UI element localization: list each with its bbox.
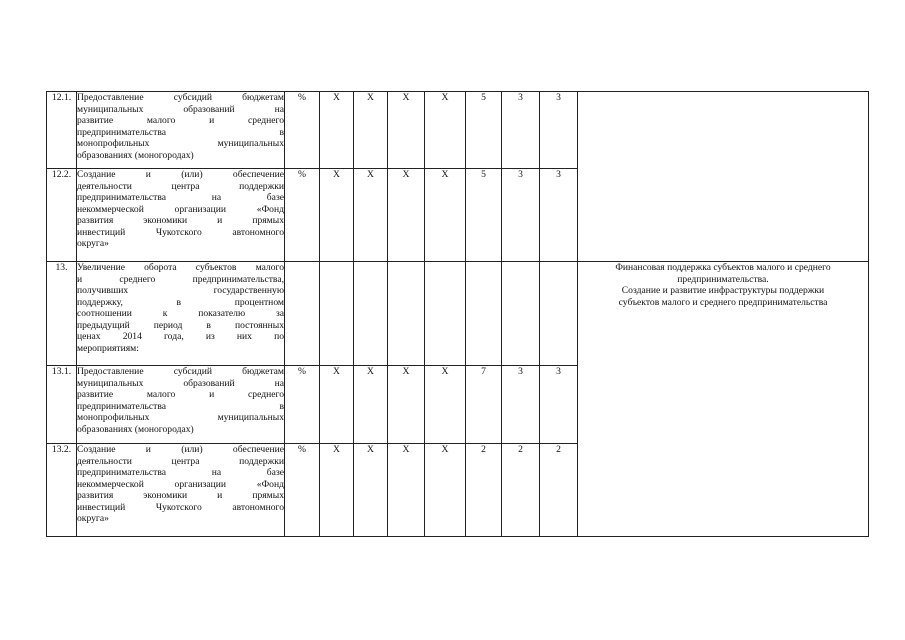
row-description: Увеличение оборота субъектов малого и среднего предпринимательства, получивших государственную поддержку, в процентном соотношении к показателю за предыдущий период в постоянных ценах 2014 года, из них по мероприятиям: [77, 262, 285, 366]
value-cell: 2 [502, 444, 540, 537]
unit-cell: % [285, 366, 320, 444]
measures-cell-empty [578, 92, 869, 262]
row-description: Создание и (или) обеспечение деятельности центра поддержки предпринимательства на базе некоммерческой организации «Фонд развития экономики и прямых инвестиций Чукотского автономного округа» [77, 169, 285, 262]
value-cell: 3 [540, 366, 578, 444]
value-cell: 2 [466, 444, 502, 537]
value-cell [540, 262, 578, 366]
table-row [47, 262, 869, 366]
row-description: Создание и (или) обеспечение деятельности центра поддержки предпринимательства на базе некоммерческой организации «Фонд развития экономики и прямых инвестиций Чукотского автономного округа» [77, 444, 285, 537]
value-cell: Х [320, 444, 354, 537]
value-cell: 3 [540, 92, 578, 169]
measures-cell: Финансовая поддержка субъектов малого и среднего предпринимательства. Создание и развитие инфраструктуры поддержки субъектов малого и среднего предпринимательства [578, 262, 869, 537]
row-description: Предоставление субсидий бюджетам муниципальных образований на развитие малого и среднего предпринимательства в монопрофильных муниципальных образованиях (моногородах) [77, 366, 285, 444]
value-cell: Х [354, 169, 388, 262]
value-cell: 2 [540, 444, 578, 537]
value-cell: 7 [466, 366, 502, 444]
value-cell [320, 262, 354, 366]
indicators-table [46, 91, 869, 537]
value-cell: Х [425, 169, 466, 262]
value-cell [466, 262, 502, 366]
value-cell: Х [354, 92, 388, 169]
unit-cell: % [285, 444, 320, 537]
value-cell: Х [425, 92, 466, 169]
value-cell: Х [354, 444, 388, 537]
table-row [47, 92, 869, 169]
value-cell: Х [320, 169, 354, 262]
value-cell: Х [320, 92, 354, 169]
value-cell: 3 [540, 169, 578, 262]
value-cell: Х [388, 169, 425, 262]
value-cell [425, 262, 466, 366]
value-cell: 3 [502, 169, 540, 262]
unit-cell: % [285, 169, 320, 262]
unit-cell [285, 262, 320, 366]
value-cell: Х [425, 366, 466, 444]
value-cell: Х [354, 366, 388, 444]
value-cell: Х [388, 92, 425, 169]
row-number: 13.2. [47, 444, 77, 537]
row-number: 13. [47, 262, 77, 366]
row-number: 12.1. [47, 92, 77, 169]
value-cell: 3 [502, 366, 540, 444]
value-cell: 5 [466, 169, 502, 262]
value-cell: 5 [466, 92, 502, 169]
value-cell [388, 262, 425, 366]
unit-cell: % [285, 92, 320, 169]
row-number: 13.1. [47, 366, 77, 444]
value-cell: Х [388, 444, 425, 537]
row-description: Предоставление субсидий бюджетам муниципальных образований на развитие малого и среднего предпринимательства в монопрофильных муниципальных образованиях (моногородах) [77, 92, 285, 169]
value-cell: Х [388, 366, 425, 444]
value-cell [354, 262, 388, 366]
value-cell: 3 [502, 92, 540, 169]
row-number: 12.2. [47, 169, 77, 262]
value-cell [502, 262, 540, 366]
value-cell: Х [425, 444, 466, 537]
value-cell: Х [320, 366, 354, 444]
